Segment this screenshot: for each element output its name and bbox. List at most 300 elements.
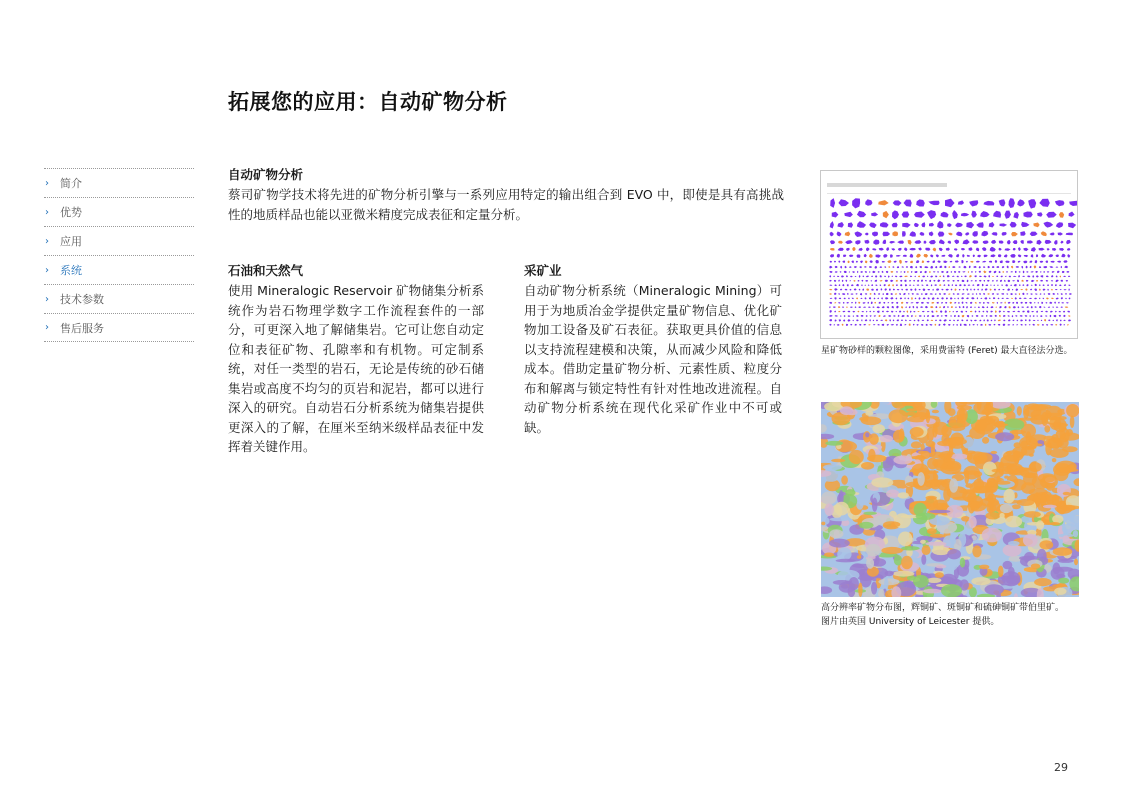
particle-shape xyxy=(940,311,942,313)
particle-shape xyxy=(1026,266,1028,269)
particle-shape xyxy=(882,261,886,263)
particle-shape xyxy=(999,315,1001,317)
particle-shape xyxy=(1043,307,1045,308)
particle-shape xyxy=(952,210,958,219)
particle-shape xyxy=(901,320,903,322)
mineral-grain xyxy=(829,539,850,548)
particle-shape xyxy=(935,284,937,286)
particle-shape xyxy=(958,298,960,300)
particle-shape xyxy=(911,297,913,299)
mineral-grain xyxy=(872,498,878,512)
particle-shape xyxy=(1023,212,1032,218)
particle-shape xyxy=(834,302,836,303)
particle-shape xyxy=(963,266,966,269)
particle-shape xyxy=(873,324,875,325)
particle-shape xyxy=(943,275,945,277)
sidebar-item-advantages[interactable] xyxy=(44,197,194,226)
particle-shape xyxy=(833,276,835,277)
particle-shape xyxy=(838,248,844,251)
particle-shape xyxy=(865,285,867,286)
mineral-grain xyxy=(990,451,997,454)
particle-shape xyxy=(1056,276,1058,278)
particle-shape xyxy=(1051,289,1053,291)
particle-shape xyxy=(961,213,969,217)
particle-shape xyxy=(1052,306,1054,307)
particle-shape xyxy=(861,280,863,282)
particle-shape xyxy=(1021,307,1024,308)
particle-shape xyxy=(972,294,974,295)
particle-shape xyxy=(985,324,987,326)
particle-shape xyxy=(975,271,977,273)
mineral-grain xyxy=(898,492,909,498)
particle-shape xyxy=(871,276,873,277)
particle-shape xyxy=(838,280,840,282)
particle-shape xyxy=(961,311,964,313)
particle-shape xyxy=(896,311,898,312)
particle-shape xyxy=(1068,289,1070,291)
particle-shape xyxy=(1039,306,1041,308)
particle-shape xyxy=(993,211,1001,218)
particle-shape xyxy=(950,297,953,299)
particle-shape xyxy=(933,248,937,252)
particle-shape xyxy=(883,293,884,295)
particle-shape xyxy=(907,271,909,273)
mineral-grain xyxy=(840,406,853,415)
particle-shape xyxy=(935,320,937,321)
particle-shape xyxy=(1054,315,1057,317)
mineral-grain xyxy=(1059,427,1067,432)
mineral-grain xyxy=(926,410,931,423)
particle-shape xyxy=(982,247,986,251)
particle-shape xyxy=(908,293,910,294)
particle-shape xyxy=(866,276,869,278)
particle-shape xyxy=(838,261,840,263)
particle-shape xyxy=(1026,293,1028,294)
particle-shape xyxy=(846,324,848,326)
particle-shape xyxy=(1003,271,1005,273)
particle-shape xyxy=(948,233,953,236)
particle-shape xyxy=(1066,302,1069,303)
particle-shape xyxy=(1068,320,1071,322)
mineral-grain xyxy=(929,510,950,513)
particle-shape xyxy=(1055,284,1057,286)
particle-shape xyxy=(910,248,916,251)
particle-shape xyxy=(869,271,871,273)
mineral-grain xyxy=(901,556,913,569)
particle-shape xyxy=(890,297,893,299)
particle-shape xyxy=(900,324,902,327)
particle-shape xyxy=(921,222,925,227)
particle-shape xyxy=(837,324,840,326)
particle-shape xyxy=(952,276,955,277)
particle-shape xyxy=(980,211,990,217)
particle-shape xyxy=(888,302,890,303)
particle-shape xyxy=(1051,284,1053,286)
particle-shape xyxy=(910,266,913,268)
particle-shape xyxy=(858,248,862,251)
particle-shape xyxy=(893,315,896,317)
mining-section xyxy=(524,262,782,437)
particle-shape xyxy=(893,289,895,291)
particle-shape xyxy=(1058,302,1060,304)
particle-shape xyxy=(1022,293,1024,295)
particle-shape xyxy=(896,255,901,257)
particle-shape xyxy=(893,200,902,205)
particle-shape xyxy=(913,306,915,309)
particle-shape xyxy=(895,276,897,278)
section-heading: 自动矿物分析 xyxy=(228,167,304,182)
particle-shape xyxy=(869,324,871,325)
particle-shape xyxy=(1029,298,1032,299)
mineral-grain xyxy=(1024,511,1041,518)
particle-shape xyxy=(866,311,867,313)
particle-shape xyxy=(1002,289,1004,290)
particle-shape xyxy=(944,261,948,263)
particle-shape xyxy=(992,280,994,281)
particle-shape xyxy=(998,289,1000,291)
particle-shape xyxy=(880,280,883,281)
sidebar-item-label: 技术参数 xyxy=(60,293,104,306)
particle-shape xyxy=(897,320,899,322)
particle-shape xyxy=(1033,315,1035,317)
particle-shape xyxy=(1055,200,1065,206)
section-body: 使用 Mineralogic Reservoir 矿物储集分析系统作为岩石物理学数字工作流程套件的一部分，可更深入地了解储集岩。它可让您自动定位和表征矿物、孔隙率和有机物。可定制系统，对任一类型的岩石，无论是传统的砂石储集岩或高度不均匀的页岩和泥岩，都可以进行深入的研究。自动岩石分析系统为储集岩提供更深入的了解，在厘米至纳米级样品表征中发挥着关键作用。 xyxy=(228,283,484,454)
particle-shape xyxy=(937,302,939,304)
particle-shape xyxy=(990,289,992,291)
particle-shape xyxy=(993,297,995,299)
particle-shape xyxy=(1006,293,1008,294)
particle-shape xyxy=(1016,289,1019,291)
particle-shape xyxy=(1057,293,1058,295)
particle-shape xyxy=(938,324,940,326)
sidebar-item-specs[interactable] xyxy=(44,284,194,313)
particle-shape xyxy=(1035,284,1037,286)
particle-shape xyxy=(886,271,889,273)
mineral-grain xyxy=(861,462,874,470)
mineral-grain xyxy=(951,454,968,460)
particle-shape xyxy=(847,293,849,295)
mineral-grain xyxy=(859,522,874,529)
mineral-grain xyxy=(925,497,938,510)
particle-shape xyxy=(968,271,969,273)
particle-shape xyxy=(981,298,983,299)
particle-shape xyxy=(884,266,886,268)
particle-shape xyxy=(945,310,947,312)
particle-shape xyxy=(865,199,872,206)
mineral-grain xyxy=(971,501,980,510)
particle-shape xyxy=(992,266,995,268)
particle-shape xyxy=(1000,260,1003,263)
particle-shape xyxy=(852,198,860,208)
particle-shape xyxy=(929,280,931,282)
particle-shape xyxy=(861,319,862,321)
mineral-grain xyxy=(857,555,861,559)
mineral-grain xyxy=(1044,425,1050,432)
particle-shape xyxy=(1001,285,1003,286)
particle-shape xyxy=(864,254,867,257)
particle-shape xyxy=(1062,271,1065,273)
particle-shape xyxy=(920,266,923,268)
particle-shape xyxy=(880,285,882,287)
particle-shape xyxy=(1056,319,1058,321)
oil-gas-section xyxy=(228,262,484,457)
particle-shape xyxy=(962,293,965,294)
mineral-grain xyxy=(1017,499,1035,506)
particle-shape xyxy=(914,223,919,227)
particle-shape xyxy=(939,248,943,252)
particle-shape xyxy=(891,271,894,273)
sidebar-item-applications[interactable] xyxy=(44,226,194,255)
particle-shape xyxy=(981,315,984,317)
particle-shape xyxy=(936,315,939,317)
mineral-grain xyxy=(866,544,881,557)
particle-shape xyxy=(883,315,886,317)
mineral-grain xyxy=(927,528,937,534)
particle-shape xyxy=(957,293,960,294)
mineral-grain xyxy=(970,481,991,493)
particle-shape xyxy=(843,261,846,263)
particle-shape xyxy=(926,302,929,304)
particle-shape xyxy=(965,232,969,235)
section-heading: 采矿业 xyxy=(524,263,562,278)
particle-shape xyxy=(915,298,917,300)
particle-shape xyxy=(1007,288,1010,291)
particle-shape xyxy=(919,232,924,236)
particle-shape xyxy=(942,255,946,257)
particle-shape xyxy=(1056,298,1059,300)
particle-shape xyxy=(890,241,896,244)
particle-shape xyxy=(1027,276,1030,278)
particle-shape xyxy=(915,316,917,317)
particle-shape xyxy=(1049,254,1054,257)
particle-shape xyxy=(829,315,832,317)
particle-shape xyxy=(892,231,898,236)
particle-shape xyxy=(852,311,855,313)
particle-shape xyxy=(956,232,962,237)
particle-shape xyxy=(1040,271,1042,272)
particle-shape xyxy=(1009,276,1011,278)
particle-shape xyxy=(1068,276,1070,277)
particle-shape xyxy=(830,254,834,257)
particle-shape xyxy=(982,284,984,286)
particle-shape xyxy=(980,324,983,326)
particle-shape xyxy=(1056,307,1059,308)
particle-shape xyxy=(865,293,868,295)
particle-shape xyxy=(1059,248,1064,251)
particle-shape xyxy=(991,254,996,257)
mineral-grain xyxy=(960,558,965,568)
particle-shape xyxy=(902,223,911,228)
particle-shape xyxy=(1063,315,1065,317)
particle-shape xyxy=(1033,223,1039,228)
particle-shape xyxy=(1041,302,1043,304)
sidebar-item-service[interactable] xyxy=(44,313,194,342)
particle-shape xyxy=(1043,289,1046,291)
particle-shape xyxy=(864,240,869,244)
mineral-grain xyxy=(1017,406,1022,416)
mineral-grain xyxy=(921,554,926,565)
particle-shape xyxy=(1005,284,1008,286)
particle-shape xyxy=(979,320,981,322)
particle-shape xyxy=(1046,212,1057,218)
particle-shape xyxy=(1009,306,1011,308)
particle-shape xyxy=(987,293,989,294)
mineral-grain xyxy=(923,589,942,594)
mineral-grain xyxy=(911,441,922,448)
particle-shape xyxy=(896,284,898,286)
particle-shape xyxy=(989,271,992,273)
particle-shape xyxy=(910,311,912,313)
particle-shape xyxy=(944,266,947,268)
particle-shape xyxy=(961,248,965,250)
particle-shape xyxy=(1029,261,1032,263)
mineral-grain xyxy=(842,430,864,434)
particle-shape xyxy=(937,271,939,273)
particle-shape xyxy=(1001,232,1006,236)
particle-shape xyxy=(890,293,892,295)
particle-graphic xyxy=(821,171,1077,338)
particle-shape xyxy=(1013,240,1018,244)
particle-shape xyxy=(931,311,933,313)
particle-shape xyxy=(946,248,950,251)
mineral-grain xyxy=(998,566,1004,578)
particle-shape xyxy=(879,302,881,304)
particle-shape xyxy=(866,288,869,291)
particle-shape xyxy=(982,306,985,308)
particle-shape xyxy=(967,280,969,283)
particle-shape xyxy=(976,293,978,294)
particle-shape xyxy=(896,298,898,300)
mineral-grain xyxy=(841,475,848,484)
particle-shape xyxy=(862,289,864,291)
sidebar-item-intro[interactable] xyxy=(44,168,194,197)
mineral-grain xyxy=(1062,505,1076,511)
particle-shape xyxy=(958,315,960,317)
mineral-grain xyxy=(1034,578,1052,586)
particle-shape xyxy=(974,307,976,308)
particle-shape xyxy=(988,266,991,268)
particle-shape xyxy=(888,266,890,268)
particle-shape xyxy=(852,247,855,251)
particle-shape xyxy=(874,315,876,316)
particle-shape xyxy=(941,315,943,316)
particle-shape xyxy=(987,302,990,304)
particle-shape xyxy=(958,271,960,273)
particle-shape xyxy=(935,266,937,268)
particle-shape xyxy=(1012,289,1013,290)
particle-shape xyxy=(875,260,878,264)
particle-shape xyxy=(1032,324,1035,326)
particle-shape xyxy=(869,266,872,268)
particle-shape xyxy=(838,199,849,206)
particle-shape xyxy=(927,261,930,263)
particle-shape xyxy=(1004,306,1007,308)
particle-shape xyxy=(1064,320,1066,321)
particle-shape xyxy=(842,284,844,286)
sidebar-nav xyxy=(44,168,194,342)
particle-shape xyxy=(978,307,980,309)
particle-shape xyxy=(1059,315,1061,317)
particle-shape xyxy=(855,302,857,304)
particle-shape xyxy=(1058,232,1063,235)
particle-image xyxy=(820,170,1078,339)
mineral-grain xyxy=(982,437,989,444)
particle-shape xyxy=(919,289,921,290)
particle-shape xyxy=(941,297,943,299)
particle-shape xyxy=(884,284,886,286)
particle-shape xyxy=(842,311,845,313)
particle-shape xyxy=(1027,240,1033,243)
particle-shape xyxy=(916,254,921,258)
particle-shape xyxy=(981,231,988,237)
particle-shape xyxy=(923,289,926,292)
particle-shape xyxy=(848,311,851,312)
particle-shape xyxy=(983,271,986,274)
particle-shape xyxy=(837,222,844,228)
particle-shape xyxy=(918,248,922,251)
particle-shape xyxy=(849,266,852,268)
mineral-grain xyxy=(1010,430,1026,434)
particle-shape xyxy=(850,276,853,277)
mineral-grain xyxy=(889,409,908,423)
particle-shape xyxy=(854,288,857,290)
sidebar-item-system[interactable] xyxy=(44,255,194,284)
mineral-grain xyxy=(1073,530,1078,537)
particle-shape xyxy=(1053,293,1056,295)
particle-shape xyxy=(1018,261,1021,263)
particle-shape xyxy=(1068,315,1071,316)
particle-shape xyxy=(849,271,850,272)
particle-shape xyxy=(987,307,989,309)
particle-shape xyxy=(1036,276,1039,278)
particle-shape xyxy=(1030,232,1038,237)
particle-shape xyxy=(845,232,851,237)
mineral-map-image xyxy=(821,402,1079,597)
particle-shape xyxy=(969,247,973,251)
particle-shape xyxy=(941,212,949,218)
mineral-grain xyxy=(863,512,877,515)
particle-shape xyxy=(924,315,925,317)
particle-shape xyxy=(860,293,862,295)
particle-shape xyxy=(950,302,953,304)
particle-shape xyxy=(886,247,889,251)
particle-shape xyxy=(904,276,908,277)
particle-shape xyxy=(1026,271,1028,272)
particle-shape xyxy=(878,271,880,272)
particle-shape xyxy=(830,240,835,244)
mineral-grain xyxy=(917,472,924,486)
particle-shape xyxy=(970,261,973,263)
particle-shape xyxy=(952,266,955,268)
particle-shape xyxy=(917,324,919,326)
particle-shape xyxy=(872,271,875,273)
particle-shape xyxy=(979,293,981,295)
particle-shape xyxy=(966,319,968,321)
particle-shape xyxy=(1050,324,1053,325)
mineral-grain xyxy=(878,578,899,585)
particle-shape xyxy=(1065,307,1069,308)
particle-shape xyxy=(1031,271,1034,272)
particle-shape xyxy=(962,271,965,272)
particle-shape xyxy=(840,289,842,291)
particle-shape xyxy=(1025,315,1028,317)
particle-shape xyxy=(1026,280,1029,282)
particle-shape xyxy=(998,320,1001,322)
particle-shape xyxy=(1006,271,1008,272)
particle-shape xyxy=(1043,298,1045,300)
particle-shape xyxy=(878,324,880,326)
particle-shape xyxy=(1010,285,1012,286)
